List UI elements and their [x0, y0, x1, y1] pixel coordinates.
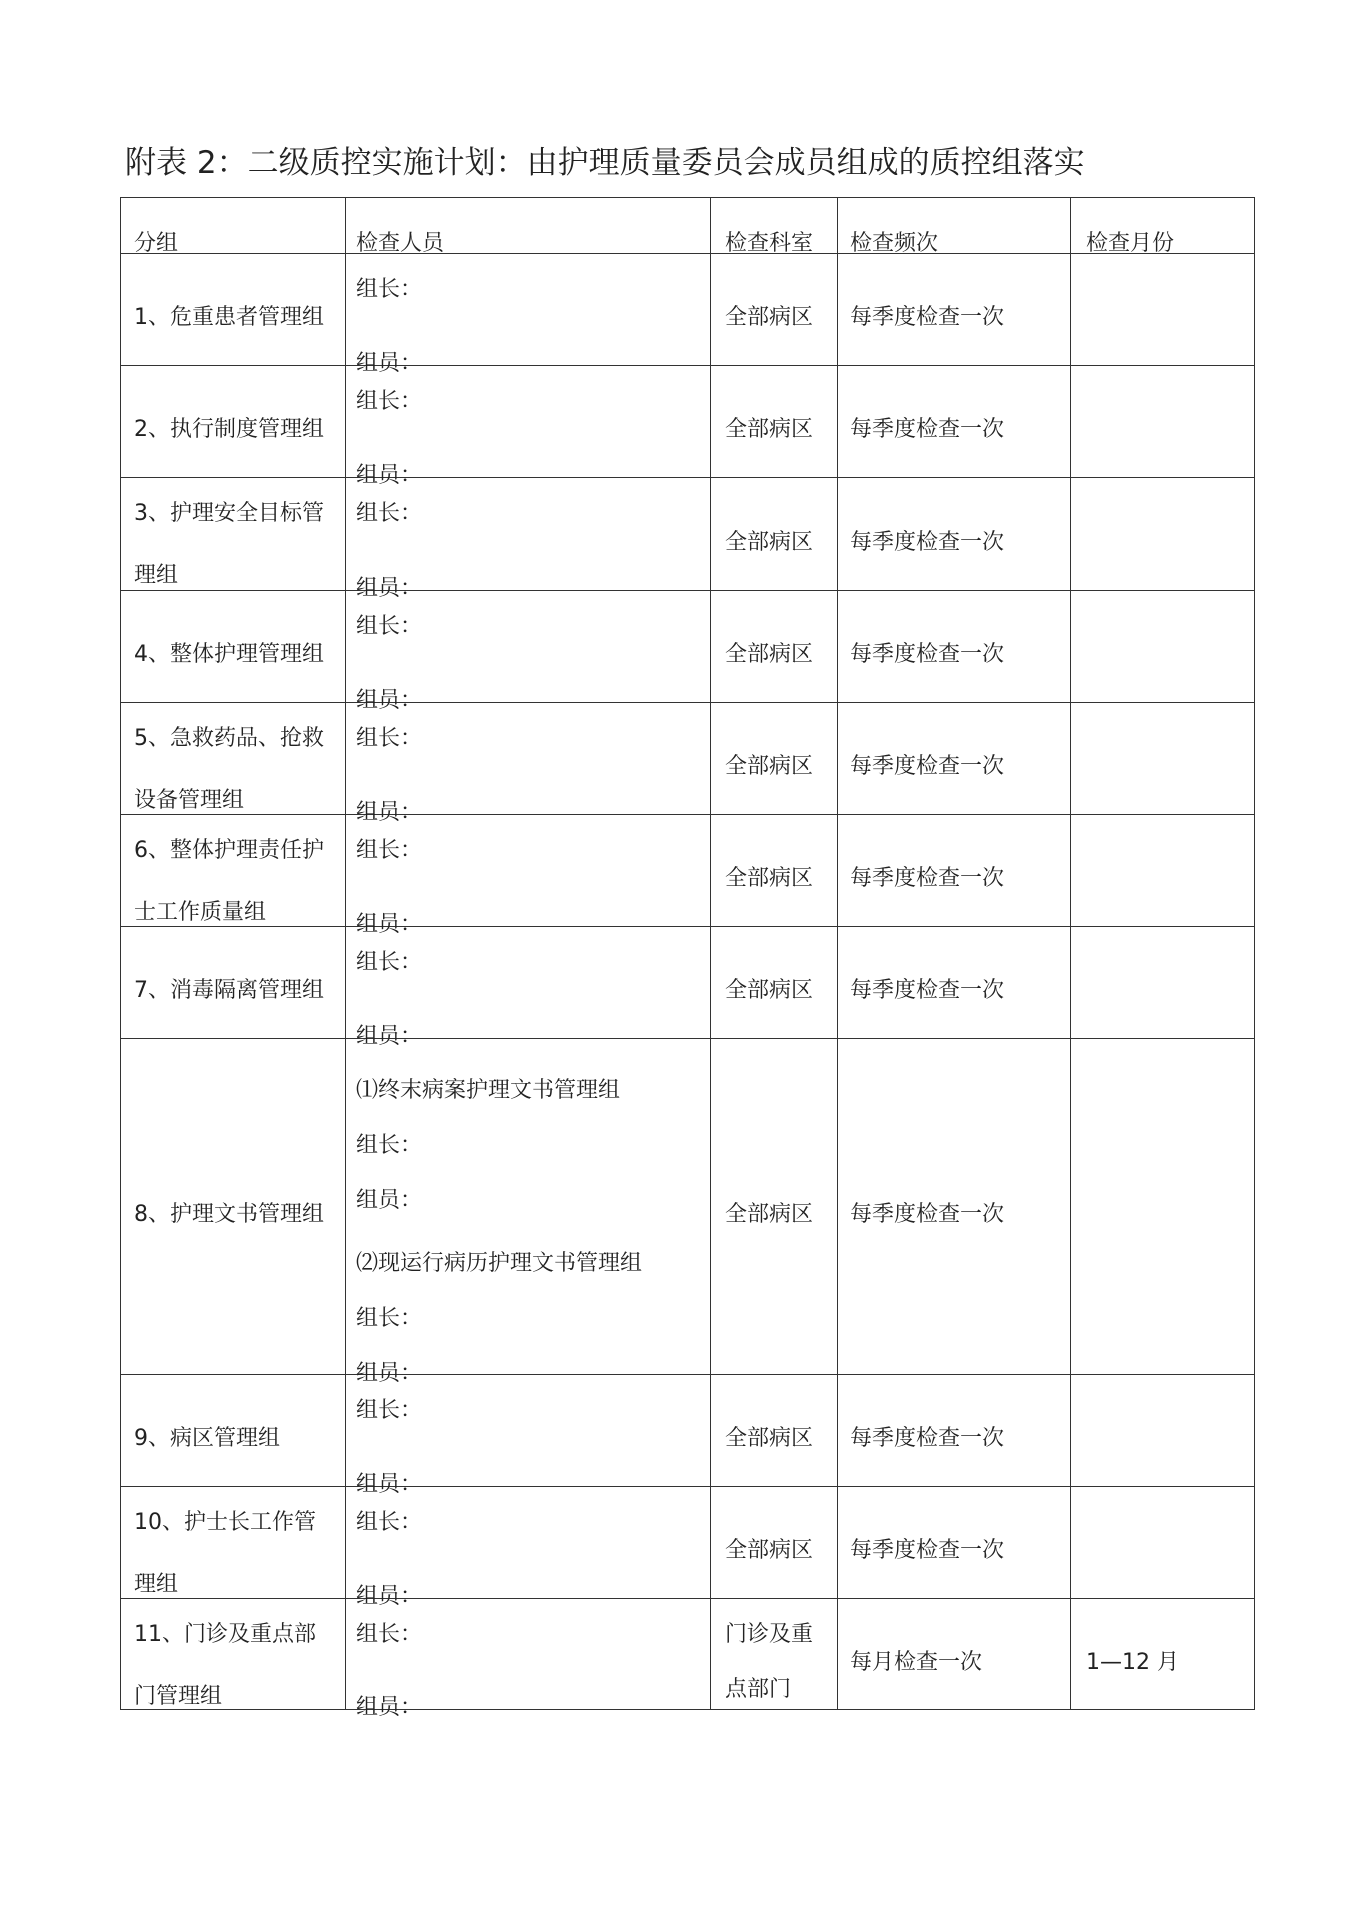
- frequency-value: 每月检查一次: [850, 1649, 983, 1675]
- frequency-value: 每季度检查一次: [850, 866, 1005, 891]
- leader-label: 组长：: [356, 950, 423, 975]
- frequency-value: 每季度检查一次: [850, 305, 1005, 330]
- department-value: 全部病区: [725, 1538, 814, 1563]
- group-name: 2、执行制度管理组: [134, 417, 324, 442]
- row-rule: [120, 1709, 1255, 1710]
- group-name: 8、护理文书管理组: [134, 1202, 324, 1227]
- group-name: 6、整体护理责任护: [134, 838, 324, 863]
- frequency-value: 每季度检查一次: [850, 1538, 1005, 1563]
- department-value: 门诊及重: [725, 1622, 814, 1647]
- leader-label: 组长：: [356, 1306, 423, 1331]
- header-inspectors: 检查人员: [356, 231, 445, 256]
- quality-control-table: [120, 197, 1255, 1720]
- subgroup-label: ⑴终末病案护理文书管理组: [356, 1078, 621, 1103]
- leader-label: 组长：: [356, 501, 423, 526]
- member-label: 组员：: [356, 1472, 423, 1497]
- column-divider: [1070, 197, 1071, 1709]
- department-value: 全部病区: [725, 1202, 814, 1227]
- row-rule: [120, 926, 1255, 927]
- header-group: 分组: [134, 231, 179, 256]
- header-month: 检查月份: [1086, 231, 1175, 256]
- group-name: 士工作质量组: [134, 900, 267, 925]
- column-divider: [837, 197, 838, 1709]
- frequency-value: 每季度检查一次: [850, 417, 1005, 442]
- frequency-value: 每季度检查一次: [850, 529, 1005, 555]
- group-name: 设备管理组: [134, 788, 245, 813]
- month-value: 1—12 月: [1086, 1649, 1179, 1675]
- group-name: 1、危重患者管理组: [134, 305, 324, 330]
- member-label: 组员：: [356, 1024, 423, 1049]
- leader-label: 组长：: [356, 1622, 423, 1647]
- group-name: 门管理组: [134, 1684, 223, 1709]
- member-label: 组员：: [356, 1584, 423, 1609]
- leader-label: 组长：: [356, 1133, 423, 1158]
- row-rule: [120, 1598, 1255, 1599]
- member-label: 组员：: [356, 576, 423, 601]
- group-name: 4、整体护理管理组: [134, 642, 324, 667]
- member-label: 组员：: [356, 688, 423, 713]
- member-label: 组员：: [356, 800, 423, 825]
- department-value: 全部病区: [725, 642, 814, 667]
- subgroup-label: ⑵现运行病历护理文书管理组: [356, 1251, 643, 1276]
- row-rule: [120, 590, 1255, 591]
- header-rule: [120, 253, 1255, 254]
- table-border-right: [1254, 197, 1255, 1709]
- frequency-value: 每季度检查一次: [850, 1426, 1005, 1451]
- group-name: 9、病区管理组: [134, 1426, 280, 1451]
- row-rule: [120, 814, 1255, 815]
- header-department: 检查科室: [725, 231, 814, 256]
- row-rule: [120, 1038, 1255, 1039]
- table-border-top: [120, 197, 1255, 198]
- department-value: 全部病区: [725, 978, 814, 1003]
- row-rule: [120, 477, 1255, 478]
- frequency-value: 每季度检查一次: [850, 978, 1005, 1003]
- group-name: 11、门诊及重点部: [134, 1622, 316, 1647]
- group-name: 理组: [134, 563, 179, 588]
- frequency-value: 每季度检查一次: [850, 1202, 1005, 1227]
- department-value: 全部病区: [725, 529, 814, 555]
- leader-label: 组长：: [356, 389, 423, 414]
- group-name: 5、急救药品、抢救: [134, 726, 324, 751]
- member-label: 组员：: [356, 912, 423, 937]
- row-rule: [120, 365, 1255, 366]
- column-divider: [345, 197, 346, 1709]
- department-value: 点部门: [725, 1677, 792, 1702]
- member-label: 组员：: [356, 1188, 423, 1213]
- table-border-left: [120, 197, 121, 1709]
- group-name: 7、消毒隔离管理组: [134, 978, 324, 1003]
- leader-label: 组长：: [356, 726, 423, 751]
- row-rule: [120, 1374, 1255, 1375]
- row-rule: [120, 1486, 1255, 1487]
- leader-label: 组长：: [356, 277, 423, 302]
- leader-label: 组长：: [356, 1510, 423, 1535]
- row-rule: [120, 702, 1255, 703]
- member-label: 组员：: [356, 351, 423, 376]
- frequency-value: 每季度检查一次: [850, 642, 1005, 667]
- group-name: 理组: [134, 1572, 179, 1597]
- group-name: 3、护理安全目标管: [134, 501, 324, 526]
- member-label: 组员：: [356, 1695, 423, 1720]
- leader-label: 组长：: [356, 614, 423, 639]
- page-title: 附表 2：二级质控实施计划：由护理质量委员会成员组成的质控组落实: [125, 145, 1085, 181]
- department-value: 全部病区: [725, 305, 814, 330]
- leader-label: 组长：: [356, 838, 423, 863]
- department-value: 全部病区: [725, 417, 814, 442]
- member-label: 组员：: [356, 1361, 423, 1386]
- group-name: 10、护士长工作管: [134, 1510, 316, 1535]
- header-frequency: 检查频次: [850, 231, 939, 256]
- department-value: 全部病区: [725, 866, 814, 891]
- department-value: 全部病区: [725, 1426, 814, 1451]
- frequency-value: 每季度检查一次: [850, 754, 1005, 779]
- leader-label: 组长：: [356, 1398, 423, 1423]
- member-label: 组员：: [356, 463, 423, 488]
- column-divider: [710, 197, 711, 1709]
- department-value: 全部病区: [725, 754, 814, 779]
